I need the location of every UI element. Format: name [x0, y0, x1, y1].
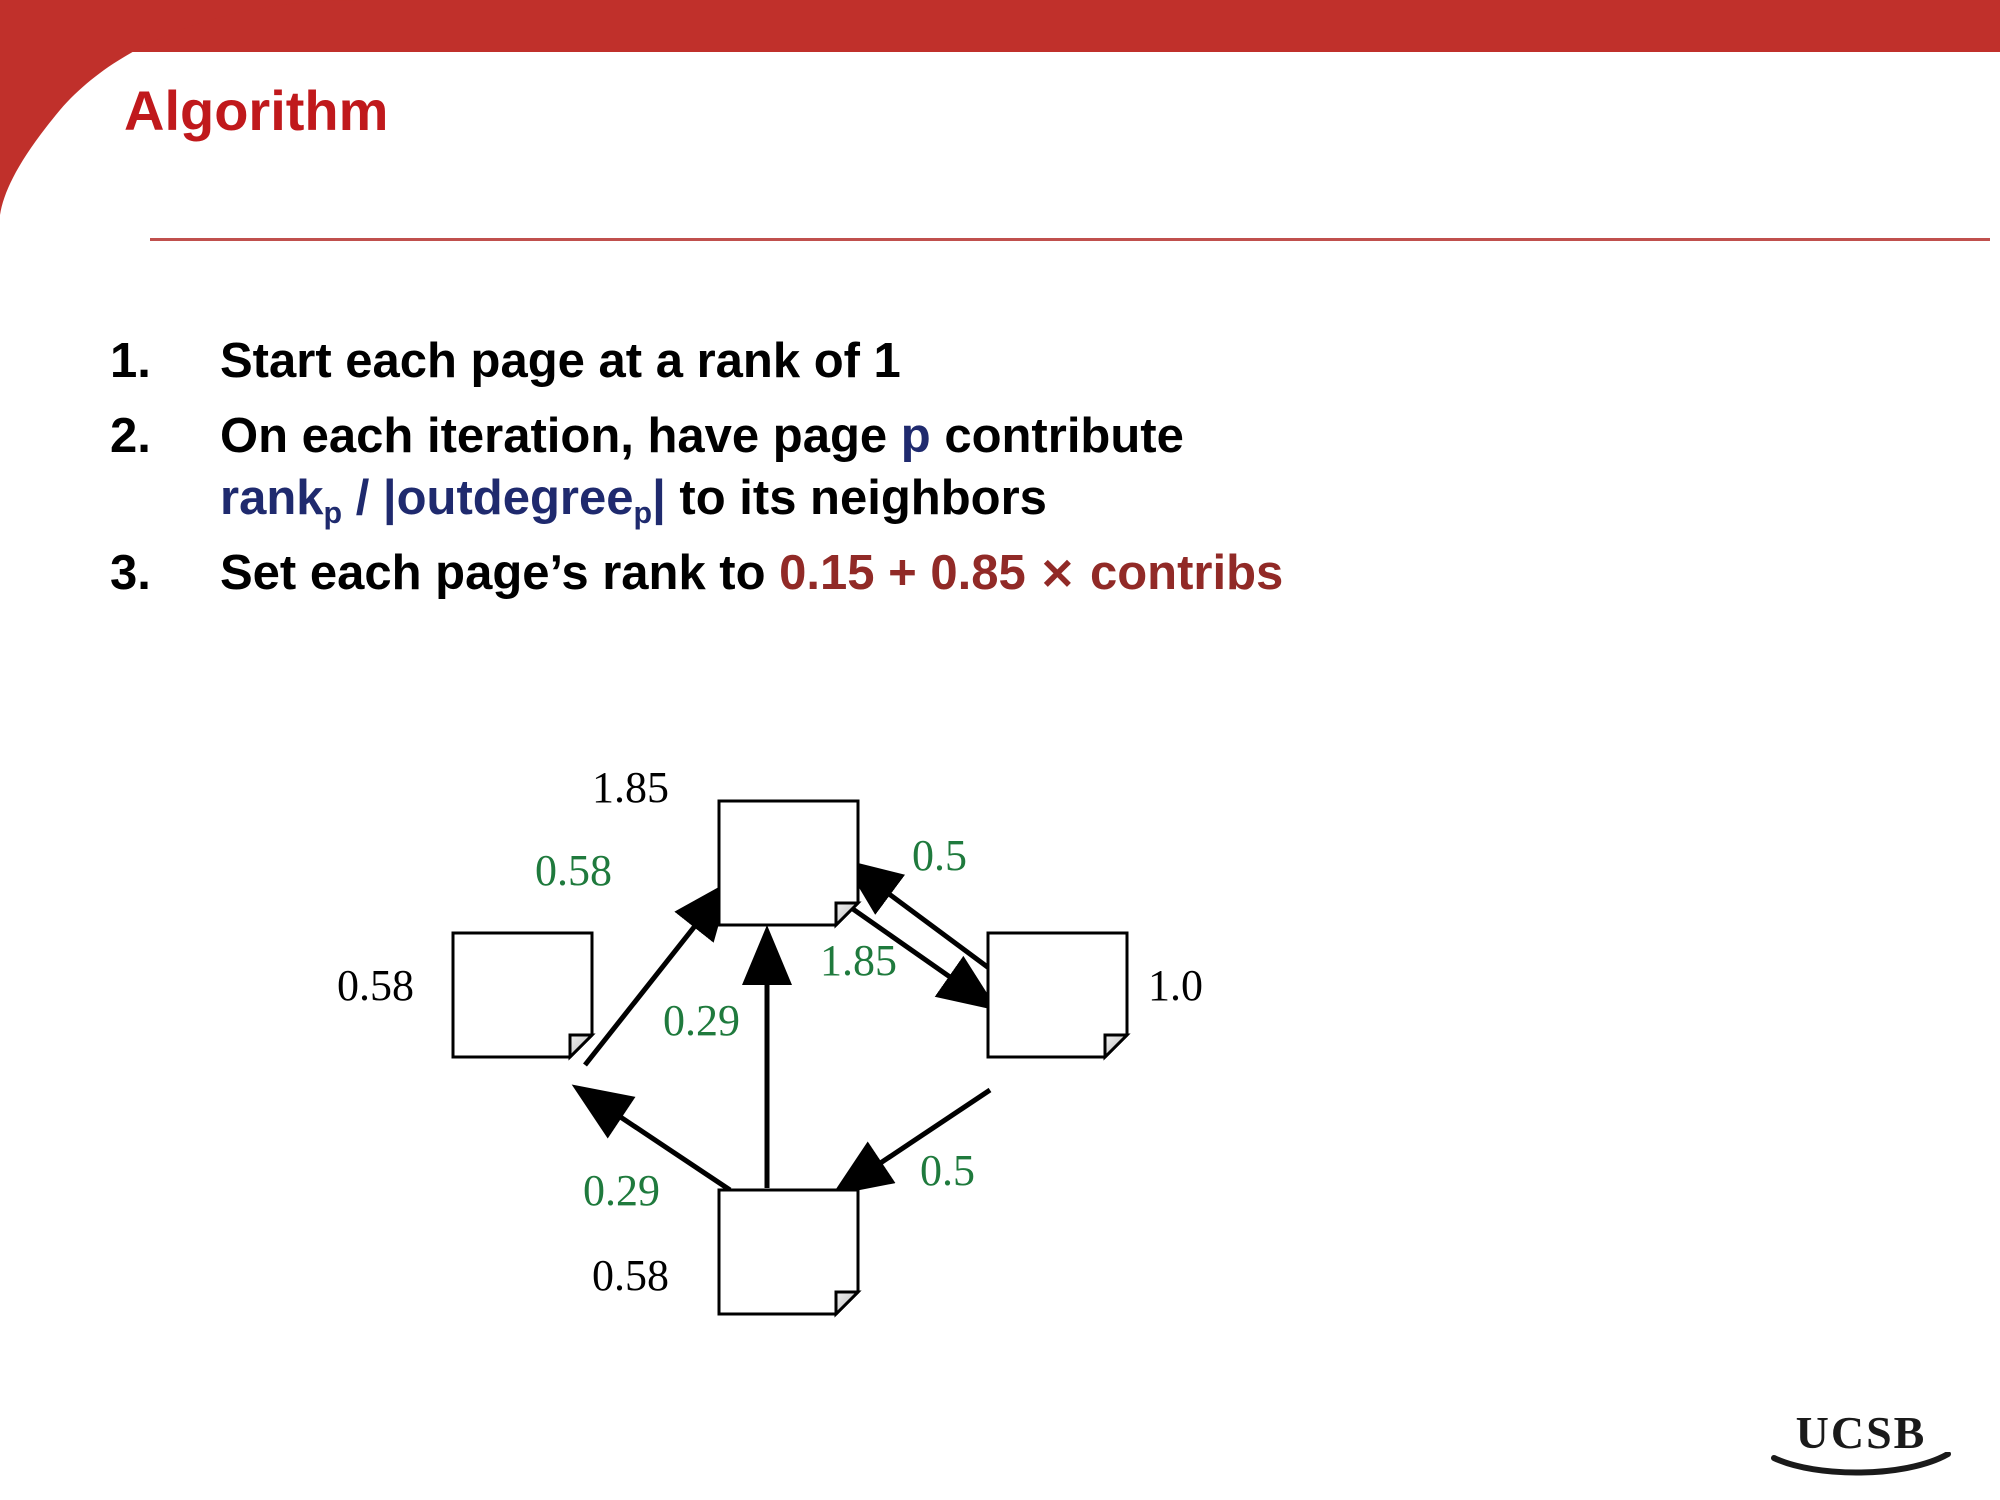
- list-item: [110, 405, 1910, 530]
- bullet-3-lead: Set each page’s rank to: [220, 546, 780, 601]
- node-bottom: [719, 1190, 858, 1314]
- list-item-text: [220, 405, 1184, 530]
- list-item-number: 3.: [110, 546, 151, 601]
- title-divider: [150, 238, 1990, 241]
- bullet-2-tail: to its neighbors: [665, 471, 1047, 526]
- bullet-2-outdegree: / |outdegree: [342, 471, 634, 526]
- bullet-1-text: Start each page at a rank of 1: [220, 334, 901, 388]
- list-item-number: 1.: [110, 334, 151, 388]
- node-left: [453, 933, 592, 1057]
- multiply-icon: ✕: [1039, 551, 1077, 600]
- node-rank-top: 1.85: [592, 763, 669, 812]
- edge-label-bottom-to-top: 0.29: [663, 996, 740, 1045]
- pagerank-graph-diagram: [330, 763, 1730, 1450]
- edge-label-right-to-top: 0.5: [912, 831, 967, 880]
- node-right: [988, 933, 1127, 1057]
- node-top: [719, 801, 858, 925]
- logo-wordmark: UCSB: [1795, 1407, 1927, 1458]
- node-rank-bottom: 0.58: [592, 1251, 669, 1300]
- edge-label-bottom-to-left: 0.29: [583, 1166, 660, 1215]
- bullet-3-contribs: contribs: [1076, 546, 1284, 601]
- list-item-text: [220, 542, 1283, 605]
- bullet-2-outdegree-subscript: p: [633, 495, 653, 530]
- bullet-2-page-var: p: [900, 408, 931, 463]
- bullet-2-rank: rank: [220, 471, 324, 526]
- edge-label-right-to-bottom: 0.5: [920, 1146, 975, 1195]
- list-item-number: 2.: [110, 408, 151, 463]
- edge-label-left-to-top: 0.58: [535, 846, 612, 895]
- node-rank-right: 1.0: [1148, 961, 1203, 1010]
- bullet-2-bar: |: [652, 471, 666, 526]
- bullet-2-lead: On each iteration, have page: [220, 408, 901, 463]
- bullet-2-rank-subscript: p: [323, 495, 343, 530]
- edge-label-top-to-right: 1.85: [820, 936, 897, 985]
- ucsb-logo: [1766, 1407, 1956, 1478]
- list-item-text: [220, 330, 901, 393]
- list-item: [110, 542, 1910, 605]
- list-item: [110, 330, 1910, 393]
- page-title: Algorithm: [124, 79, 389, 142]
- node-rank-left: 0.58: [337, 961, 414, 1010]
- bullet-list: [110, 330, 1910, 617]
- bullet-3-formula: 0.15 + 0.85: [779, 546, 1040, 601]
- bullet-2-contribute: contribute: [930, 408, 1184, 463]
